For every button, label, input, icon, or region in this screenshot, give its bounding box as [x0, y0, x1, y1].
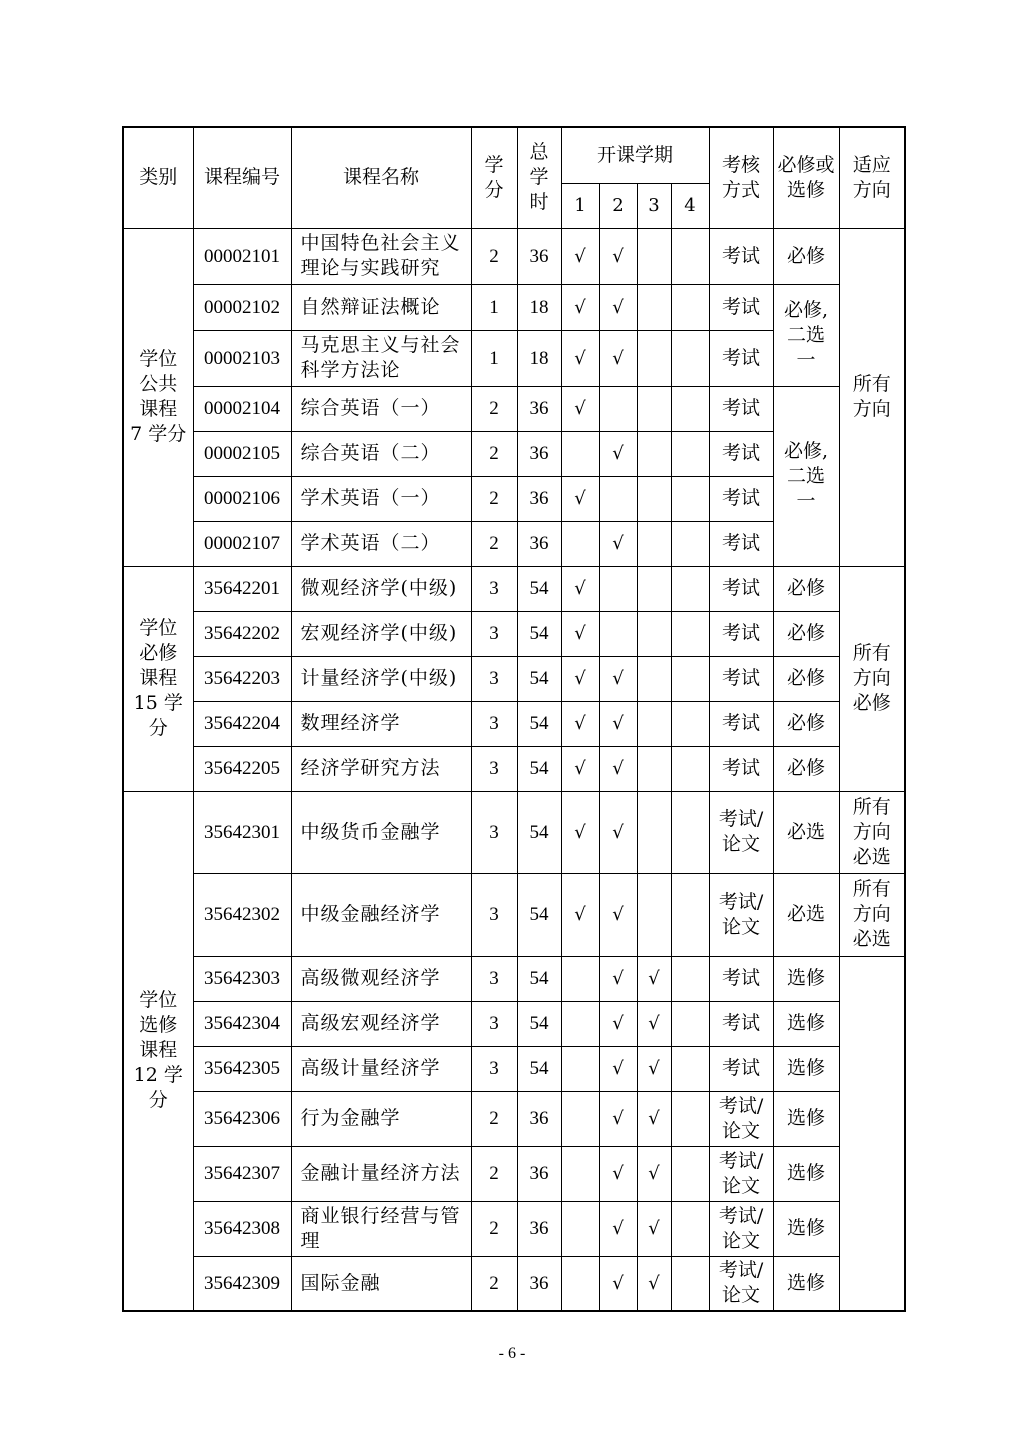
table-row [123, 1046, 905, 1091]
credits-cell: 2 [471, 476, 517, 521]
table-row [123, 1091, 905, 1146]
hours-cell: 54 [517, 956, 561, 1001]
credits-cell: 1 [471, 284, 517, 330]
header-category: 类别 [123, 127, 193, 228]
header-semester-1: 1 [561, 183, 599, 228]
semester-2-check: √ [599, 956, 637, 1001]
table-row [123, 1146, 905, 1201]
hours-cell: 18 [517, 330, 561, 386]
exam-method: 考试/ 论文 [709, 791, 773, 873]
course-code: 00002101 [193, 228, 291, 284]
exam-method: 考试 [709, 566, 773, 611]
semester-3-check: √ [637, 1091, 671, 1146]
semester-4-check [671, 330, 709, 386]
semester-4-check [671, 1001, 709, 1046]
semester-4-check [671, 476, 709, 521]
semester-1-check [561, 1256, 599, 1311]
credits-cell: 3 [471, 656, 517, 701]
semester-4-check [671, 791, 709, 873]
required-cell: 必修 [773, 228, 839, 284]
semester-1-check: √ [561, 330, 599, 386]
category-cell: 学位 公共 课程 7 学分 [123, 228, 193, 566]
course-code: 00002107 [193, 521, 291, 566]
hours-cell: 36 [517, 1146, 561, 1201]
exam-method: 考试 [709, 330, 773, 386]
semester-4-check [671, 284, 709, 330]
direction-cell: 所有 方向 [839, 228, 905, 566]
semester-2-check: √ [599, 1046, 637, 1091]
course-code: 35642202 [193, 611, 291, 656]
semester-4-check [671, 1256, 709, 1311]
required-cell: 必选 [773, 873, 839, 956]
semester-3-check: √ [637, 1146, 671, 1201]
course-code: 35642308 [193, 1201, 291, 1256]
semester-4-check [671, 1201, 709, 1256]
semester-1-check: √ [561, 656, 599, 701]
semester-4-check [671, 656, 709, 701]
semester-1-check [561, 1201, 599, 1256]
semester-4-check [671, 1046, 709, 1091]
exam-method: 考试 [709, 521, 773, 566]
semester-1-check: √ [561, 386, 599, 431]
semester-2-check: √ [599, 701, 637, 746]
credits-cell: 3 [471, 1001, 517, 1046]
course-name: 微观经济学(中级) [291, 566, 471, 611]
required-cell: 必修, 二选 一 [773, 284, 839, 386]
credits-cell: 1 [471, 330, 517, 386]
semester-4-check [671, 431, 709, 476]
required-cell: 选修 [773, 1146, 839, 1201]
semester-2-check [599, 386, 637, 431]
table-row [123, 1256, 905, 1311]
credits-cell: 2 [471, 1146, 517, 1201]
course-name: 行为金融学 [291, 1091, 471, 1146]
table-row [123, 611, 905, 656]
header-total-hours: 总 学 时 [517, 127, 561, 228]
semester-1-check [561, 431, 599, 476]
table-row [123, 1001, 905, 1046]
hours-cell: 36 [517, 1256, 561, 1311]
semester-1-check [561, 1001, 599, 1046]
course-name: 中级货币金融学 [291, 791, 471, 873]
header-semester-4: 4 [671, 183, 709, 228]
semester-4-check [671, 746, 709, 791]
course-code: 00002104 [193, 386, 291, 431]
course-code: 35642302 [193, 873, 291, 956]
course-name: 学术英语（二） [291, 521, 471, 566]
hours-cell: 36 [517, 1091, 561, 1146]
semester-4-check [671, 956, 709, 1001]
semester-3-check [637, 228, 671, 284]
semester-3-check [637, 566, 671, 611]
hours-cell: 36 [517, 521, 561, 566]
hours-cell: 54 [517, 701, 561, 746]
hours-cell: 54 [517, 611, 561, 656]
direction-cell-empty [839, 956, 905, 1311]
header-course-code: 课程编号 [193, 127, 291, 228]
semester-3-check: √ [637, 1046, 671, 1091]
hours-cell: 54 [517, 656, 561, 701]
course-name: 中级金融经济学 [291, 873, 471, 956]
credits-cell: 2 [471, 1201, 517, 1256]
hours-cell: 36 [517, 431, 561, 476]
required-cell: 必修 [773, 566, 839, 611]
table-row [123, 873, 905, 956]
exam-method: 考试 [709, 1001, 773, 1046]
credits-cell: 3 [471, 746, 517, 791]
semester-2-check: √ [599, 330, 637, 386]
semester-4-check [671, 873, 709, 956]
required-cell: 选修 [773, 1046, 839, 1091]
semester-3-check [637, 791, 671, 873]
semester-1-check: √ [561, 791, 599, 873]
required-cell: 必修, 二选 一 [773, 386, 839, 566]
header-semester: 开课学期 [561, 127, 709, 183]
hours-cell: 54 [517, 1046, 561, 1091]
credits-cell: 2 [471, 228, 517, 284]
exam-method: 考试/ 论文 [709, 873, 773, 956]
exam-method: 考试 [709, 746, 773, 791]
course-code: 35642307 [193, 1146, 291, 1201]
credits-cell: 2 [471, 386, 517, 431]
table-row [123, 656, 905, 701]
course-name: 国际金融 [291, 1256, 471, 1311]
hours-cell: 36 [517, 1201, 561, 1256]
required-cell: 选修 [773, 1201, 839, 1256]
course-name: 计量经济学(中级) [291, 656, 471, 701]
course-name: 自然辩证法概论 [291, 284, 471, 330]
course-name: 马克思主义与社会科学方法论 [291, 330, 471, 386]
exam-method: 考试 [709, 386, 773, 431]
course-table [122, 126, 906, 1312]
course-code: 35642304 [193, 1001, 291, 1046]
header-exam-method: 考核 方式 [709, 127, 773, 228]
course-code: 35642301 [193, 791, 291, 873]
semester-4-check [671, 521, 709, 566]
direction-cell: 所有 方向 必选 [839, 873, 905, 956]
semester-3-check [637, 656, 671, 701]
semester-3-check [637, 476, 671, 521]
credits-cell: 2 [471, 521, 517, 566]
exam-method: 考试 [709, 431, 773, 476]
credits-cell: 2 [471, 1256, 517, 1311]
direction-cell: 所有 方向 必修 [839, 566, 905, 791]
exam-method: 考试 [709, 1046, 773, 1091]
required-cell: 选修 [773, 1256, 839, 1311]
semester-1-check: √ [561, 873, 599, 956]
exam-method: 考试 [709, 656, 773, 701]
hours-cell: 54 [517, 1001, 561, 1046]
credits-cell: 3 [471, 873, 517, 956]
semester-2-check: √ [599, 746, 637, 791]
semester-4-check [671, 228, 709, 284]
credits-cell: 3 [471, 791, 517, 873]
semester-3-check: √ [637, 1001, 671, 1046]
required-cell: 必修 [773, 746, 839, 791]
semester-4-check [671, 566, 709, 611]
semester-2-check: √ [599, 228, 637, 284]
credits-cell: 2 [471, 431, 517, 476]
hours-cell: 36 [517, 386, 561, 431]
semester-2-check [599, 566, 637, 611]
credits-cell: 3 [471, 956, 517, 1001]
hours-cell: 18 [517, 284, 561, 330]
exam-method: 考试/ 论文 [709, 1256, 773, 1311]
semester-2-check [599, 476, 637, 521]
exam-method: 考试 [709, 701, 773, 746]
semester-2-check: √ [599, 1256, 637, 1311]
course-name: 高级计量经济学 [291, 1046, 471, 1091]
semester-4-check [671, 1146, 709, 1201]
semester-4-check [671, 611, 709, 656]
course-name: 综合英语（二） [291, 431, 471, 476]
exam-method: 考试 [709, 611, 773, 656]
required-cell: 选修 [773, 956, 839, 1001]
exam-method: 考试 [709, 956, 773, 1001]
semester-4-check [671, 1091, 709, 1146]
course-name: 高级宏观经济学 [291, 1001, 471, 1046]
table-row [123, 791, 905, 873]
exam-method: 考试 [709, 476, 773, 521]
course-name: 高级微观经济学 [291, 956, 471, 1001]
semester-2-check: √ [599, 873, 637, 956]
header-credits: 学 分 [471, 127, 517, 228]
semester-2-check: √ [599, 1001, 637, 1046]
course-name: 中国特色社会主义理论与实践研究 [291, 228, 471, 284]
course-code: 00002106 [193, 476, 291, 521]
semester-2-check: √ [599, 284, 637, 330]
semester-1-check: √ [561, 566, 599, 611]
hours-cell: 54 [517, 873, 561, 956]
header-required-elective: 必修或 选修 [773, 127, 839, 228]
hours-cell: 36 [517, 228, 561, 284]
course-code: 00002105 [193, 431, 291, 476]
course-code: 35642306 [193, 1091, 291, 1146]
course-name: 数理经济学 [291, 701, 471, 746]
course-code: 35642309 [193, 1256, 291, 1311]
course-name: 学术英语（一） [291, 476, 471, 521]
hours-cell: 54 [517, 566, 561, 611]
exam-method: 考试/ 论文 [709, 1146, 773, 1201]
credits-cell: 3 [471, 701, 517, 746]
required-cell: 必修 [773, 611, 839, 656]
semester-3-check [637, 701, 671, 746]
hours-cell: 54 [517, 746, 561, 791]
table-row [123, 1201, 905, 1256]
semester-2-check [599, 611, 637, 656]
semester-2-check: √ [599, 791, 637, 873]
semester-4-check [671, 386, 709, 431]
semester-3-check [637, 330, 671, 386]
course-code: 00002103 [193, 330, 291, 386]
table-row [123, 746, 905, 791]
semester-1-check [561, 956, 599, 1001]
header-semester-3: 3 [637, 183, 671, 228]
exam-method: 考试/ 论文 [709, 1201, 773, 1256]
hours-cell: 54 [517, 791, 561, 873]
course-code: 35642303 [193, 956, 291, 1001]
semester-2-check: √ [599, 431, 637, 476]
semester-3-check [637, 873, 671, 956]
required-cell: 选修 [773, 1001, 839, 1046]
header-direction: 适应 方向 [839, 127, 905, 228]
semester-1-check: √ [561, 701, 599, 746]
course-code: 35642204 [193, 701, 291, 746]
semester-3-check: √ [637, 1201, 671, 1256]
category-cell: 学位 必修 课程 15 学分 [123, 566, 193, 791]
semester-2-check: √ [599, 1146, 637, 1201]
required-cell: 必选 [773, 791, 839, 873]
semester-1-check [561, 1091, 599, 1146]
semester-3-check: √ [637, 956, 671, 1001]
table-row [123, 386, 905, 431]
exam-method: 考试 [709, 284, 773, 330]
semester-1-check [561, 1046, 599, 1091]
semester-3-check [637, 386, 671, 431]
semester-1-check: √ [561, 476, 599, 521]
semester-3-check [637, 746, 671, 791]
semester-1-check [561, 521, 599, 566]
course-code: 35642203 [193, 656, 291, 701]
semester-3-check: √ [637, 1256, 671, 1311]
semester-2-check: √ [599, 656, 637, 701]
credits-cell: 2 [471, 1091, 517, 1146]
semester-1-check: √ [561, 611, 599, 656]
hours-cell: 36 [517, 476, 561, 521]
header-course-name: 课程名称 [291, 127, 471, 228]
credits-cell: 3 [471, 1046, 517, 1091]
semester-3-check [637, 431, 671, 476]
course-name: 经济学研究方法 [291, 746, 471, 791]
page-number: - 6 - [498, 1345, 526, 1362]
semester-1-check: √ [561, 284, 599, 330]
required-cell: 选修 [773, 1091, 839, 1146]
credits-cell: 3 [471, 611, 517, 656]
semester-3-check [637, 284, 671, 330]
course-code: 35642201 [193, 566, 291, 611]
course-code: 35642305 [193, 1046, 291, 1091]
semester-3-check [637, 611, 671, 656]
semester-2-check: √ [599, 1091, 637, 1146]
required-cell: 必修 [773, 656, 839, 701]
table-row [123, 284, 905, 330]
course-name: 综合英语（一） [291, 386, 471, 431]
semester-2-check: √ [599, 1201, 637, 1256]
semester-1-check: √ [561, 228, 599, 284]
course-name: 宏观经济学(中级) [291, 611, 471, 656]
semester-3-check [637, 521, 671, 566]
table-row [123, 566, 905, 611]
credits-cell: 3 [471, 566, 517, 611]
semester-4-check [671, 701, 709, 746]
semester-2-check: √ [599, 521, 637, 566]
category-cell: 学位 选修 课程 12 学分 [123, 791, 193, 1311]
course-name: 商业银行经营与管理 [291, 1201, 471, 1256]
course-code: 35642205 [193, 746, 291, 791]
exam-method: 考试/ 论文 [709, 1091, 773, 1146]
table-row [123, 228, 905, 284]
course-code: 00002102 [193, 284, 291, 330]
header-semester-2: 2 [599, 183, 637, 228]
course-name: 金融计量经济方法 [291, 1146, 471, 1201]
semester-1-check [561, 1146, 599, 1201]
semester-1-check: √ [561, 746, 599, 791]
required-cell: 必修 [773, 701, 839, 746]
table-row [123, 701, 905, 746]
direction-cell: 所有 方向 必选 [839, 791, 905, 873]
exam-method: 考试 [709, 228, 773, 284]
table-row [123, 956, 905, 1001]
